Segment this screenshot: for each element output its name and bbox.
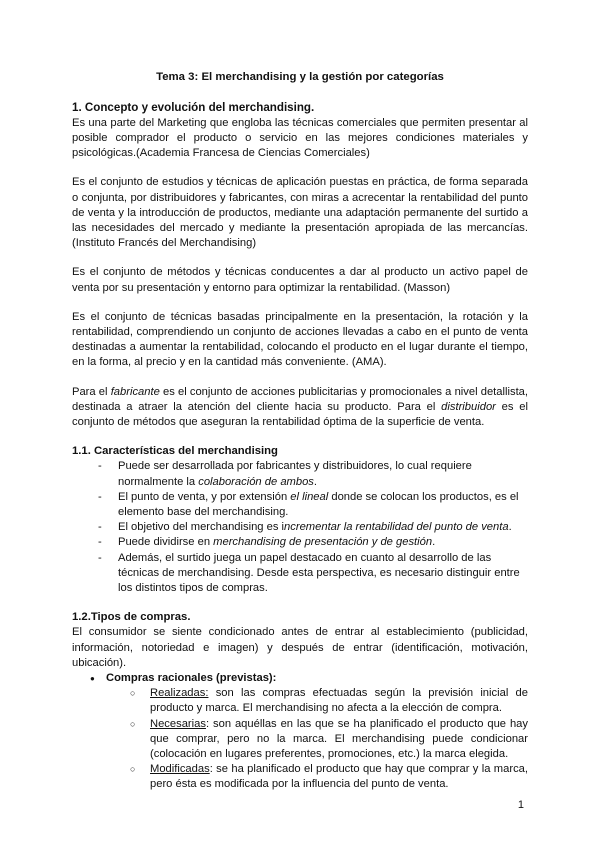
list-item: ○ Realizadas: son las compras efectuadas según la previsión inicial de producto y marca. El merchandising no afecta a la elección de compra. bbox=[130, 686, 528, 716]
list-item: - Además, el surtido juega un papel destacado en cuanto al desarrollo de las técnicas de merchandising. Desde esta perspectiva, es necesario distinguir entre los distintos tipos de compras. bbox=[98, 551, 528, 597]
section-1-heading: 1. Concepto y evolución del merchandising. bbox=[72, 101, 315, 115]
definition-paragraph-2: Es el conjunto de estudios y técnicas de aplicación puestas en práctica, de forma separada o conjunta, por distribuidores y fabricantes, con miras a acrecentar la rentabilidad del punto de venta y la introducción de productos, mediante una adaptación permanente del surtido a las necesidades del mercado y mediante la presentación apropiada de las mercancías. (Instituto Francés del Merchandising) bbox=[72, 176, 528, 250]
document-title: Tema 3: El merchandising y la gestión por categorías bbox=[156, 71, 444, 83]
definition-paragraph-4: Es el conjunto de técnicas basadas principalmente en la presentación, la rotación y la rentabilidad, comprendiendo un conjunto de acciones llevadas a cabo en el punto de venta destinadas a aumentar la rentabilidad, colocando el producto en el lugar durante el tiempo, en la forma, al precio y en la cantidad más conveniente. (AMA). bbox=[72, 310, 528, 369]
page-number: 1 bbox=[517, 799, 524, 811]
characteristics-list bbox=[72, 459, 528, 596]
rational-purchases-bullet: ● Compras racionales (previstas): bbox=[72, 671, 528, 686]
purchase-types-intro: El consumidor se siente condicionado antes de entrar al establecimiento (publicidad, información, notoriedad e imagen) y después de entrar (identificación, motivación, ubicación). bbox=[72, 626, 528, 669]
section-1-2-heading: 1.2.Tipos de compras. bbox=[72, 611, 191, 624]
document-page bbox=[72, 70, 528, 793]
section-1-1-heading: 1.1. Características del merchandising bbox=[72, 445, 278, 458]
definition-paragraph-3: Es el conjunto de métodos y técnicas conducentes a dar al producto un activo papel de venta por su presentación y entorno para optimizar la rentabilidad. (Masson) bbox=[72, 266, 528, 294]
list-item: ○ Modificadas: se ha planificado el producto que hay que comprar y la marca, pero ésta es modificada por la influencia del punto de venta. bbox=[130, 762, 528, 792]
rational-purchases-list bbox=[72, 686, 528, 792]
definition-paragraph-1: Es una parte del Marketing que engloba las técnicas comerciales que permiten presentar al posible comprador el producto o servicio en las mejores condiciones materiales y psicológicas.(Academia Francesa de Ciencias Comerciales) bbox=[72, 116, 528, 160]
definition-paragraph-5: Para el fabricante es el conjunto de acciones publicitarias y promocionales a nivel detallista, destinada a atraer la atención del cliente hacia su producto. Para el distribuidor es el conjunto de métodos que aseguran la rentabilidad óptima de la superficie de venta. bbox=[72, 385, 529, 428]
list-item: ○ Necesarias: son aquéllas en las que se ha planificado el producto que hay que comprar, pero no la marca. El merchandising puede condicionar (colocación en lugares preferentes, promociones, etc.) la marca elegida. bbox=[130, 717, 528, 763]
list-item: - El objetivo del merchandising es incrementar la rentabilidad del punto de venta. bbox=[98, 520, 528, 535]
list-item: - Puede ser desarrollada por fabricantes y distribuidores, lo cual requiere normalmente la colaboración de ambos. bbox=[98, 459, 528, 489]
list-item: - Puede dividirse en merchandising de presentación y de gestión. bbox=[98, 535, 528, 550]
list-item: - El punto de venta, y por extensión el lineal donde se colocan los productos, es el elemento base del merchandising. bbox=[98, 490, 528, 520]
